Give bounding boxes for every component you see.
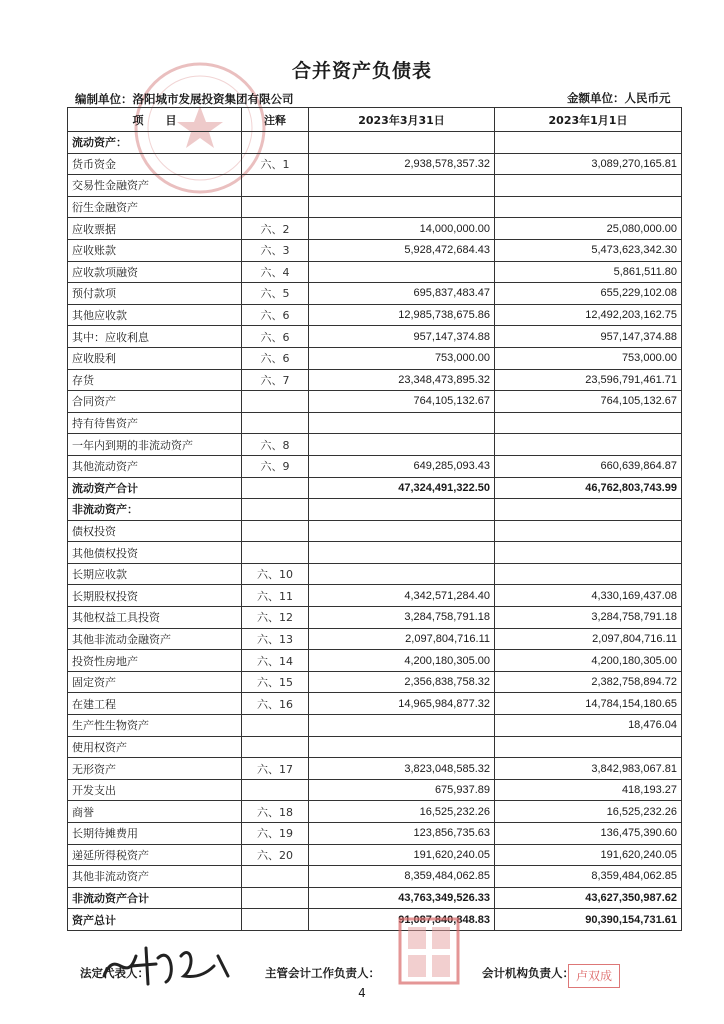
row-value-2023-01-01 (495, 499, 682, 521)
row-item: 其他权益工具投资 (68, 607, 242, 629)
table-row (68, 715, 682, 737)
row-note (242, 391, 309, 413)
row-value-2023-01-01: 418,193.27 (495, 779, 682, 801)
row-item: 债权投资 (68, 520, 242, 542)
row-note (242, 412, 309, 434)
table-row (68, 736, 682, 758)
row-note (242, 736, 309, 758)
table-row (68, 304, 682, 326)
header-item: 项 目 (68, 108, 242, 132)
row-note: 六、6 (242, 326, 309, 348)
row-note: 六、6 (242, 304, 309, 326)
table-row (68, 218, 682, 240)
table-row (68, 607, 682, 629)
row-note: 六、7 (242, 369, 309, 391)
row-value-2023-01-01 (495, 132, 682, 154)
row-note: 六、13 (242, 628, 309, 650)
table-row (68, 693, 682, 715)
row-note: 六、17 (242, 758, 309, 780)
table-row (68, 499, 682, 521)
row-item: 资产总计 (68, 909, 242, 931)
table-header-row (68, 108, 682, 132)
accounting-dept-head-label: 会计机构负责人： (482, 966, 574, 980)
row-note: 六、3 (242, 239, 309, 261)
row-value-2023-03-31: 123,856,735.63 (309, 823, 495, 845)
row-value-2023-01-01: 4,200,180,305.00 (495, 650, 682, 672)
row-value-2023-01-01 (495, 196, 682, 218)
row-item: 其中：应收利息 (68, 326, 242, 348)
row-value-2023-03-31: 16,525,232.26 (309, 801, 495, 823)
row-value-2023-01-01 (495, 563, 682, 585)
row-value-2023-01-01 (495, 434, 682, 456)
row-note: 六、6 (242, 347, 309, 369)
row-note: 六、16 (242, 693, 309, 715)
row-item: 开发支出 (68, 779, 242, 801)
row-value-2023-03-31 (309, 434, 495, 456)
table-row (68, 909, 682, 931)
table-row (68, 347, 682, 369)
row-value-2023-01-01: 16,525,232.26 (495, 801, 682, 823)
row-item: 其他非流动金融资产 (68, 628, 242, 650)
row-value-2023-03-31 (309, 499, 495, 521)
row-value-2023-01-01: 43,627,350,987.62 (495, 887, 682, 909)
row-value-2023-03-31 (309, 520, 495, 542)
row-value-2023-01-01: 4,330,169,437.08 (495, 585, 682, 607)
header-note: 注释 (242, 108, 309, 132)
row-value-2023-01-01 (495, 175, 682, 197)
row-value-2023-03-31: 47,324,491,322.50 (309, 477, 495, 499)
row-value-2023-01-01: 5,473,623,342.30 (495, 239, 682, 261)
row-item: 生产性生物资产 (68, 715, 242, 737)
page-title: 合并资产负债表 (291, 60, 432, 82)
row-note (242, 715, 309, 737)
row-value-2023-01-01: 957,147,374.88 (495, 326, 682, 348)
row-value-2023-01-01: 3,089,270,165.81 (495, 153, 682, 175)
table-row (68, 779, 682, 801)
row-item: 非流动资产合计 (68, 887, 242, 909)
row-value-2023-03-31: 2,097,804,716.11 (309, 628, 495, 650)
row-note: 六、10 (242, 563, 309, 585)
row-item: 递延所得税资产 (68, 844, 242, 866)
row-item: 预付款项 (68, 283, 242, 305)
reporting-entity: 编制单位：洛阳城市发展投资集团有限公司 (75, 92, 294, 106)
row-note (242, 477, 309, 499)
personal-seal-image (398, 917, 460, 985)
row-note (242, 196, 309, 218)
row-value-2023-03-31 (309, 261, 495, 283)
table-row (68, 671, 682, 693)
table-row (68, 585, 682, 607)
row-value-2023-03-31: 12,985,738,675.86 (309, 304, 495, 326)
table-row (68, 412, 682, 434)
row-note (242, 542, 309, 564)
row-item: 长期待摊费用 (68, 823, 242, 845)
accounting-head-label: 主管会计工作负责人： (265, 966, 380, 980)
header-date-1: 2023年3月31日 (309, 108, 495, 132)
row-value-2023-03-31: 957,147,374.88 (309, 326, 495, 348)
row-value-2023-03-31 (309, 715, 495, 737)
row-value-2023-03-31: 649,285,093.43 (309, 455, 495, 477)
currency-unit: 金额单位：人民币元 (567, 91, 671, 105)
row-note: 六、15 (242, 671, 309, 693)
row-value-2023-03-31 (309, 736, 495, 758)
table-row (68, 369, 682, 391)
row-value-2023-01-01: 12,492,203,162.75 (495, 304, 682, 326)
row-note: 六、5 (242, 283, 309, 305)
row-value-2023-01-01 (495, 736, 682, 758)
row-note: 六、18 (242, 801, 309, 823)
row-note (242, 866, 309, 888)
row-note (242, 909, 309, 931)
row-note: 六、12 (242, 607, 309, 629)
row-note: 六、1 (242, 153, 309, 175)
table-row (68, 261, 682, 283)
row-item: 持有待售资产 (68, 412, 242, 434)
row-item: 其他流动资产 (68, 455, 242, 477)
table-row (68, 153, 682, 175)
row-value-2023-01-01: 90,390,154,731.61 (495, 909, 682, 931)
table-row (68, 196, 682, 218)
row-note (242, 132, 309, 154)
table-row (68, 175, 682, 197)
row-value-2023-01-01 (495, 542, 682, 564)
row-value-2023-01-01: 2,097,804,716.11 (495, 628, 682, 650)
row-note (242, 779, 309, 801)
table-row (68, 283, 682, 305)
row-value-2023-01-01: 25,080,000.00 (495, 218, 682, 240)
row-value-2023-01-01: 655,229,102.08 (495, 283, 682, 305)
row-value-2023-01-01: 3,284,758,791.18 (495, 607, 682, 629)
row-item: 应收票据 (68, 218, 242, 240)
row-item: 其他非流动资产 (68, 866, 242, 888)
row-value-2023-03-31: 3,823,048,585.32 (309, 758, 495, 780)
balance-sheet-table (67, 107, 682, 931)
row-value-2023-01-01: 660,639,864.87 (495, 455, 682, 477)
table-row (68, 132, 682, 154)
row-item: 长期股权投资 (68, 585, 242, 607)
row-value-2023-03-31: 695,837,483.47 (309, 283, 495, 305)
table-row (68, 563, 682, 585)
row-note (242, 175, 309, 197)
row-value-2023-03-31: 8,359,484,062.85 (309, 866, 495, 888)
row-value-2023-03-31: 753,000.00 (309, 347, 495, 369)
row-value-2023-01-01 (495, 520, 682, 542)
row-value-2023-03-31 (309, 132, 495, 154)
row-value-2023-03-31: 4,200,180,305.00 (309, 650, 495, 672)
row-item: 流动资产： (68, 132, 242, 154)
row-item: 其他应收款 (68, 304, 242, 326)
row-item: 长期应收款 (68, 563, 242, 585)
row-value-2023-01-01: 3,842,983,067.81 (495, 758, 682, 780)
row-item: 应收账款 (68, 239, 242, 261)
table-row (68, 434, 682, 456)
row-value-2023-01-01: 18,476.04 (495, 715, 682, 737)
row-note: 六、11 (242, 585, 309, 607)
table-row (68, 542, 682, 564)
table-row (68, 455, 682, 477)
table-row (68, 801, 682, 823)
page-number: 4 (358, 986, 366, 1000)
table-row (68, 239, 682, 261)
row-item: 商誉 (68, 801, 242, 823)
row-value-2023-03-31: 2,356,838,758.32 (309, 671, 495, 693)
table-row (68, 823, 682, 845)
row-value-2023-01-01: 191,620,240.05 (495, 844, 682, 866)
row-item: 存货 (68, 369, 242, 391)
row-note (242, 499, 309, 521)
table-row (68, 628, 682, 650)
header-date-2: 2023年1月1日 (495, 108, 682, 132)
row-value-2023-03-31: 3,284,758,791.18 (309, 607, 495, 629)
table-row (68, 844, 682, 866)
row-item: 其他债权投资 (68, 542, 242, 564)
table-row (68, 520, 682, 542)
row-note: 六、19 (242, 823, 309, 845)
table-row (68, 887, 682, 909)
row-item: 应收款项融资 (68, 261, 242, 283)
row-item: 非流动资产： (68, 499, 242, 521)
row-value-2023-01-01 (495, 412, 682, 434)
row-value-2023-03-31 (309, 542, 495, 564)
row-value-2023-03-31: 91,087,840,848.83 (309, 909, 495, 931)
row-value-2023-01-01: 136,475,390.60 (495, 823, 682, 845)
row-value-2023-01-01: 23,596,791,461.71 (495, 369, 682, 391)
row-note: 六、20 (242, 844, 309, 866)
row-item: 使用权资产 (68, 736, 242, 758)
row-item: 应收股利 (68, 347, 242, 369)
row-item: 在建工程 (68, 693, 242, 715)
row-value-2023-01-01: 46,762,803,743.99 (495, 477, 682, 499)
row-value-2023-03-31: 23,348,473,895.32 (309, 369, 495, 391)
row-value-2023-03-31: 43,763,349,526.33 (309, 887, 495, 909)
row-value-2023-03-31 (309, 563, 495, 585)
row-item: 合同资产 (68, 391, 242, 413)
row-note: 六、14 (242, 650, 309, 672)
row-value-2023-03-31: 764,105,132.67 (309, 391, 495, 413)
row-value-2023-01-01: 8,359,484,062.85 (495, 866, 682, 888)
row-value-2023-03-31 (309, 412, 495, 434)
row-note: 六、2 (242, 218, 309, 240)
signature-image (96, 936, 236, 992)
row-value-2023-03-31: 14,965,984,877.32 (309, 693, 495, 715)
table-row (68, 758, 682, 780)
row-value-2023-01-01: 764,105,132.67 (495, 391, 682, 413)
row-value-2023-03-31: 675,937.89 (309, 779, 495, 801)
row-value-2023-01-01: 14,784,154,180.65 (495, 693, 682, 715)
row-note (242, 520, 309, 542)
row-value-2023-01-01: 2,382,758,894.72 (495, 671, 682, 693)
row-item: 固定资产 (68, 671, 242, 693)
dept-head-seal: 卢双成 (568, 964, 620, 988)
table-row (68, 866, 682, 888)
row-item: 无形资产 (68, 758, 242, 780)
row-value-2023-03-31 (309, 196, 495, 218)
row-note: 六、8 (242, 434, 309, 456)
row-item: 一年内到期的非流动资产 (68, 434, 242, 456)
row-value-2023-03-31: 191,620,240.05 (309, 844, 495, 866)
legal-representative-label: 法定代表人： (80, 966, 149, 980)
table-row (68, 650, 682, 672)
row-item: 流动资产合计 (68, 477, 242, 499)
row-value-2023-03-31: 4,342,571,284.40 (309, 585, 495, 607)
row-value-2023-03-31: 14,000,000.00 (309, 218, 495, 240)
row-item: 衍生金融资产 (68, 196, 242, 218)
row-note: 六、4 (242, 261, 309, 283)
row-item: 交易性金融资产 (68, 175, 242, 197)
row-note: 六、9 (242, 455, 309, 477)
table-row (68, 391, 682, 413)
row-note (242, 887, 309, 909)
row-value-2023-03-31: 5,928,472,684.43 (309, 239, 495, 261)
row-item: 投资性房地产 (68, 650, 242, 672)
row-value-2023-01-01: 5,861,511.80 (495, 261, 682, 283)
row-value-2023-03-31: 2,938,578,357.32 (309, 153, 495, 175)
table-row (68, 326, 682, 348)
row-value-2023-03-31 (309, 175, 495, 197)
row-item: 货币资金 (68, 153, 242, 175)
row-value-2023-01-01: 753,000.00 (495, 347, 682, 369)
table-row (68, 477, 682, 499)
